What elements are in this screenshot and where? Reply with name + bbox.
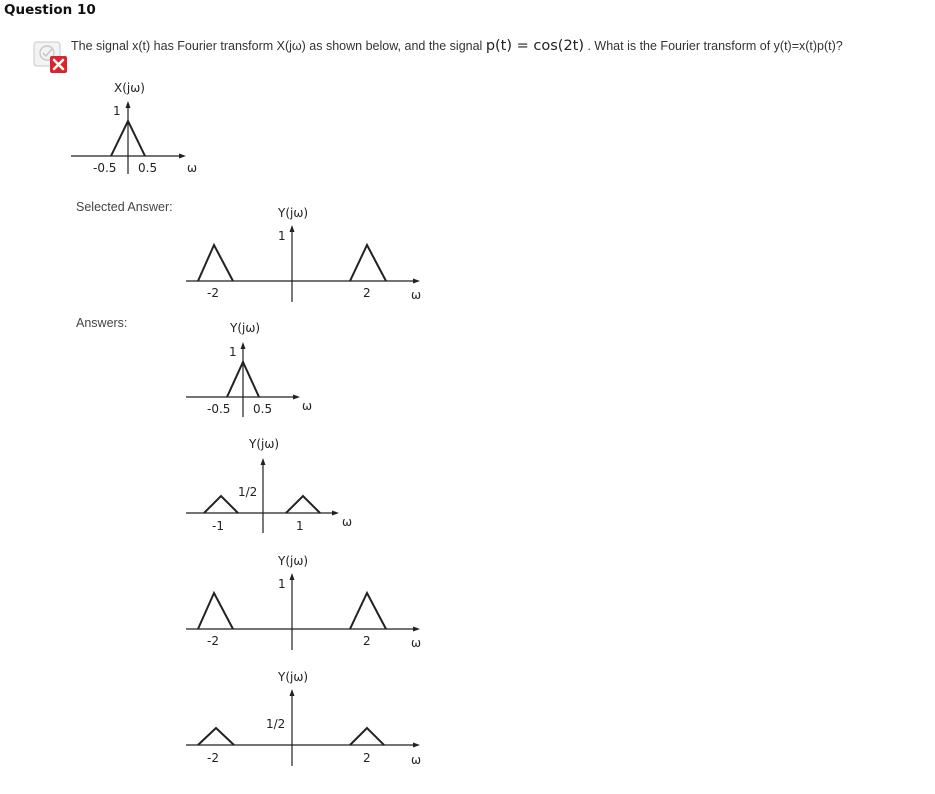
tick-label: -0.5 [93, 161, 117, 175]
triangle-pulse [350, 728, 384, 745]
peak-label: 1 [278, 577, 286, 591]
tick-label: -1 [212, 519, 224, 533]
axis-label: ω [411, 288, 422, 302]
math-expression: p(t) = cos(2t) [485, 38, 585, 54]
peak-label: 1 [229, 345, 237, 359]
question-title: Question 10 [4, 2, 96, 18]
axis-label: ω [302, 399, 313, 413]
plot-title: Y(jω) [278, 554, 309, 568]
plot-title: Y(jω) [230, 321, 261, 335]
tick-label: -2 [207, 286, 219, 300]
arrow-head [290, 689, 295, 696]
question-text-after: . What is the Fourier transform of y(t)=x(t)p(t)? [584, 39, 843, 53]
triangle-pulse [198, 728, 234, 745]
tick-label: -0.5 [207, 402, 231, 416]
plot-title: Y(jω) [278, 206, 309, 220]
tick-label: 0.5 [138, 161, 158, 175]
axis-label: ω [411, 636, 422, 650]
plot-title: Y(jω) [249, 437, 280, 451]
tick-label: 2 [363, 286, 371, 300]
tick-label: -2 [207, 634, 219, 648]
arrow-head [413, 743, 420, 748]
peak-label: 1/2 [266, 717, 286, 731]
tick-label: 2 [363, 751, 371, 765]
peak-label: 1 [278, 229, 286, 243]
tick-label: 2 [363, 634, 371, 648]
peak-label: 1 [113, 104, 121, 118]
axis-label: ω [187, 161, 198, 175]
answers-label: Answers: [76, 316, 128, 330]
plot-title: X(jω) [114, 81, 145, 95]
peak-label: 1/2 [238, 485, 258, 499]
tick-label: 1 [296, 519, 304, 533]
tick-label: 0.5 [253, 402, 273, 416]
tick-label: -2 [207, 751, 219, 765]
question-text-before: The signal x(t) has Fourier transform X(jω) as shown below, and the signal [71, 39, 486, 53]
axis-label: ω [342, 515, 353, 529]
axis-label: ω [411, 753, 422, 767]
plot-title: Y(jω) [278, 670, 309, 684]
selected-answer-label: Selected Answer: [76, 200, 173, 214]
